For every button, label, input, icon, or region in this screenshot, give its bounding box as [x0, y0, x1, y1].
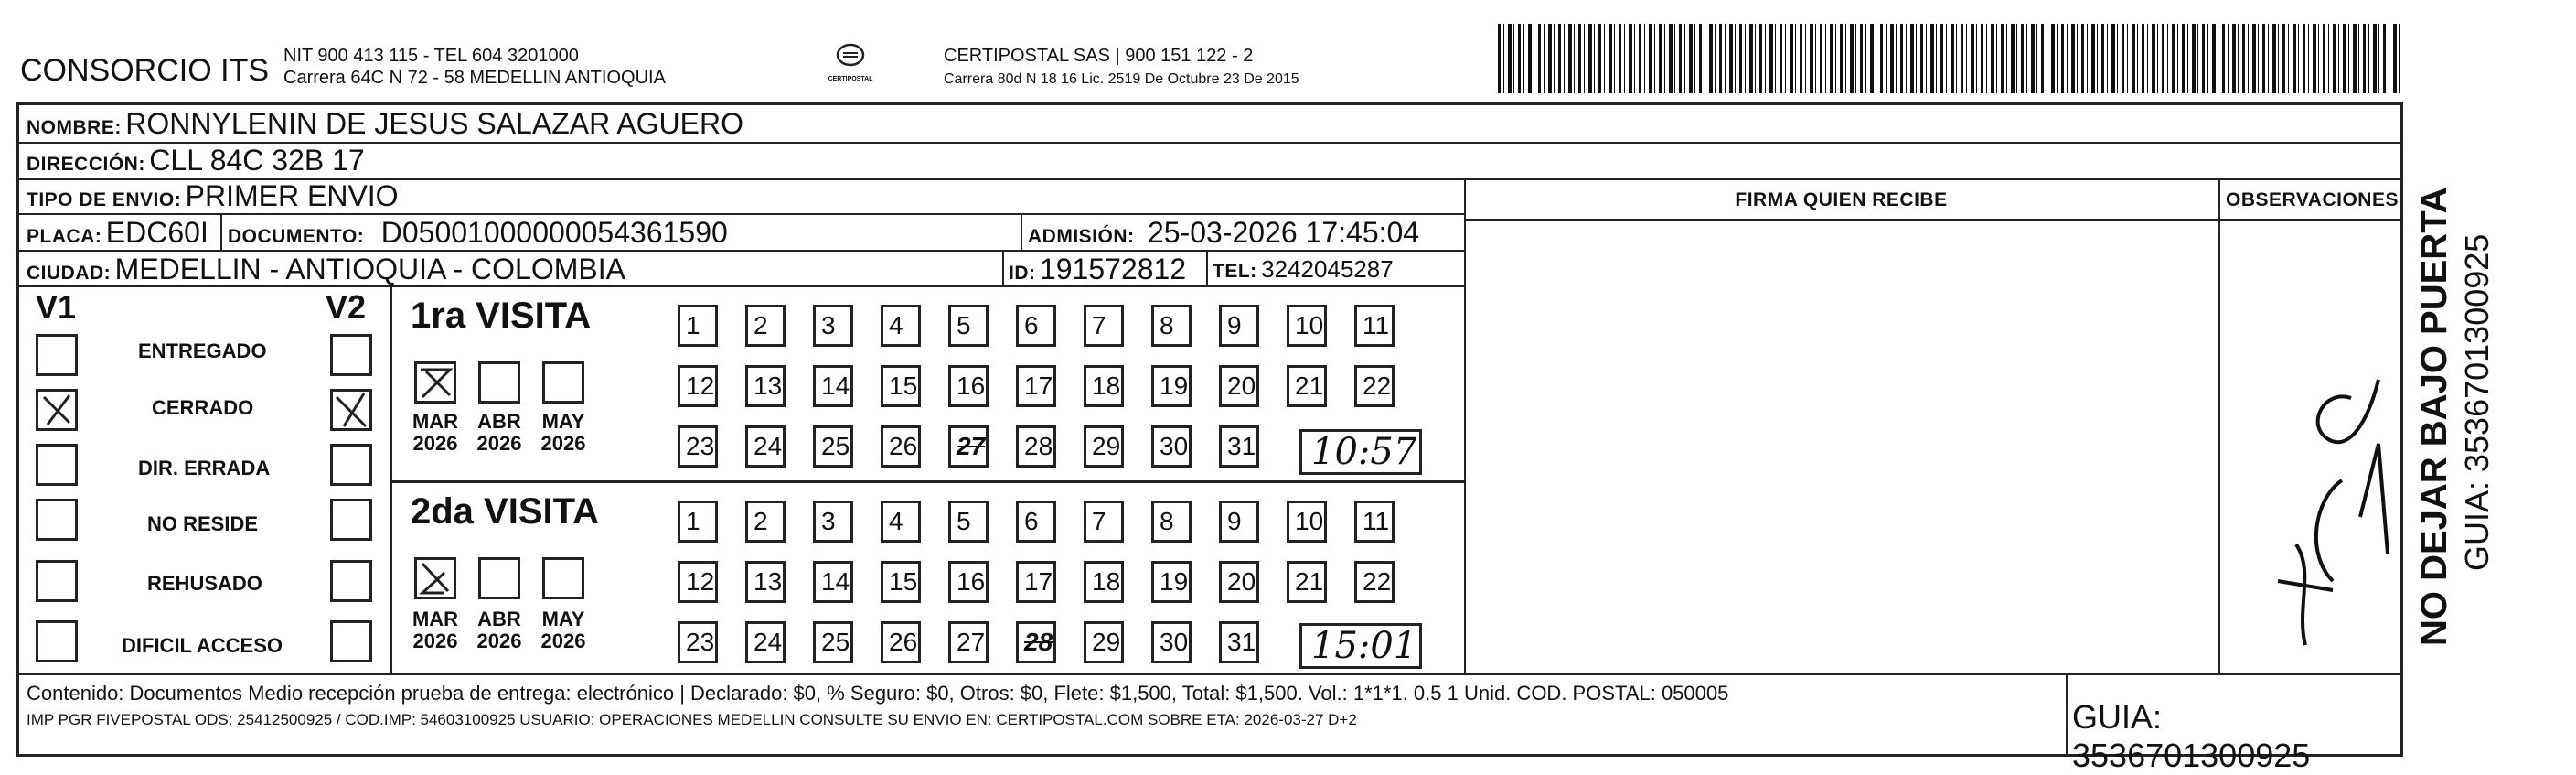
day-box-7[interactable]: 7 — [1084, 501, 1124, 543]
tipo-envio-value: PRIMER ENVIO — [185, 179, 399, 212]
barcode — [1498, 24, 2403, 93]
day-box-15[interactable]: 15 — [881, 561, 921, 603]
day-box-9[interactable]: 9 — [1219, 501, 1259, 543]
first-month-label-abr: ABR 2026 — [476, 410, 522, 455]
day-box-6[interactable]: 6 — [1016, 305, 1056, 347]
day-box-8[interactable]: 8 — [1151, 501, 1192, 543]
handwritten-signature — [2241, 279, 2397, 663]
v2-checkbox-dificil-acceso[interactable] — [330, 620, 372, 662]
status-dificil-acceso: DIFICIL ACCESO — [122, 634, 283, 657]
status-rehusado: REHUSADO — [147, 572, 262, 595]
second-visit-title: 2da VISITA — [411, 491, 599, 532]
day-box-11[interactable]: 11 — [1354, 501, 1395, 543]
ciudad-label: CIUDAD: — [27, 263, 112, 284]
day-box-2[interactable]: 2 — [745, 305, 786, 347]
status-no-reside: NO RESIDE — [147, 512, 259, 535]
v1-checkbox-entregado[interactable] — [36, 334, 78, 376]
day-box-21[interactable]: 21 — [1287, 561, 1327, 603]
day-box-20[interactable]: 20 — [1219, 365, 1259, 407]
v2-checkbox-entregado[interactable] — [330, 334, 372, 376]
day-box-19[interactable]: 19 — [1151, 365, 1192, 407]
id-value: 191572812 — [1039, 253, 1187, 285]
ciudad-value: MEDELLIN - ANTIOQUIA - COLOMBIA — [114, 253, 625, 285]
day-box-31[interactable]: 31 — [1219, 621, 1259, 663]
day-box-23[interactable]: 23 — [678, 621, 718, 663]
day-box-28[interactable]: 28 — [1016, 621, 1056, 663]
second-month-label-may: MAY 2026 — [540, 608, 586, 652]
status-entregado: ENTREGADO — [138, 339, 267, 362]
first-visit-month-may[interactable] — [542, 361, 584, 404]
day-box-25[interactable]: 25 — [813, 425, 853, 468]
v1-checkbox-cerrado[interactable] — [36, 389, 78, 431]
day-box-29[interactable]: 29 — [1084, 425, 1124, 468]
day-box-29[interactable]: 29 — [1084, 621, 1124, 663]
certipostal-logo — [828, 42, 873, 82]
v1-checkbox-dir-errada[interactable] — [36, 444, 78, 486]
day-box-24[interactable]: 24 — [745, 425, 786, 468]
company-address: Carrera 64C N 72 - 58 MEDELLIN ANTIOQUIA — [283, 68, 666, 88]
day-box-14[interactable]: 14 — [813, 561, 853, 603]
no-dejar-warning: NO DEJAR BAJO PUERTA — [2414, 187, 2454, 646]
day-box-26[interactable]: 26 — [881, 425, 921, 468]
day-box-23[interactable]: 23 — [678, 425, 718, 468]
day-box-6[interactable]: 6 — [1016, 501, 1056, 543]
day-box-22[interactable]: 22 — [1354, 561, 1395, 603]
day-box-14[interactable]: 14 — [813, 365, 853, 407]
day-box-26[interactable]: 26 — [881, 621, 921, 663]
day-box-21[interactable]: 21 — [1287, 365, 1327, 407]
day-box-27[interactable]: 27 — [948, 425, 989, 468]
handwritten-x-icon — [333, 392, 369, 428]
day-box-13[interactable]: 13 — [745, 365, 786, 407]
day-box-17[interactable]: 17 — [1016, 561, 1056, 603]
firma-label: FIRMA QUIEN RECIBE — [1735, 189, 1948, 210]
day-box-7[interactable]: 7 — [1084, 305, 1124, 347]
nombre-value: RONNYLENIN DE JESUS SALAZAR AGUERO — [125, 107, 743, 140]
first-visit-title: 1ra VISITA — [411, 296, 592, 336]
day-box-13[interactable]: 13 — [745, 561, 786, 603]
second-visit-time[interactable]: 15:01 — [1299, 623, 1422, 669]
id-label: ID: — [1009, 263, 1036, 284]
day-box-4[interactable]: 4 — [881, 305, 921, 347]
placa-value: EDC60I — [105, 216, 208, 249]
second-visit-month-may[interactable] — [542, 557, 584, 599]
day-box-17[interactable]: 17 — [1016, 365, 1056, 407]
day-box-15[interactable]: 15 — [881, 365, 921, 407]
day-box-8[interactable]: 8 — [1151, 305, 1192, 347]
nombre-label: NOMBRE: — [27, 117, 122, 138]
day-box-10[interactable]: 10 — [1287, 305, 1327, 347]
direccion-label: DIRECCIÓN: — [27, 154, 145, 175]
first-month-label-may: MAY 2026 — [540, 410, 586, 455]
day-box-5[interactable]: 5 — [948, 305, 989, 347]
day-box-3[interactable]: 3 — [813, 305, 853, 347]
logo-icon — [832, 42, 869, 71]
v1-checkbox-rehusado[interactable] — [36, 560, 78, 602]
direccion-value: CLL 84C 32B 17 — [149, 144, 365, 177]
contenido-text: Contenido: Documentos Medio recepción prueba de entrega: electrónico | Declarado: $0, % Seguro: $0, Otros: $0, Flete: $1,500, Total: $1,500. Vol.: 1*1*1. 0.5 1 Unid. COD. POSTAL: 050005 — [27, 682, 1729, 705]
logo-text: CERTIPOSTAL — [828, 76, 873, 82]
documento-label: DOCUMENTO: — [228, 226, 365, 247]
day-box-4[interactable]: 4 — [881, 501, 921, 543]
day-box-30[interactable]: 30 — [1151, 621, 1192, 663]
v2-label: V2 — [326, 288, 367, 326]
v2-checkbox-dir-errada[interactable] — [330, 444, 372, 486]
day-box-31[interactable]: 31 — [1219, 425, 1259, 468]
certipostal-address: Carrera 80d N 18 16 Lic. 2519 De Octubre 23 De 2015 — [944, 71, 1299, 87]
day-box-16[interactable]: 16 — [948, 561, 989, 603]
tel-value: 3242045287 — [1261, 255, 1394, 283]
day-box-18[interactable]: 18 — [1084, 561, 1124, 603]
day-box-11[interactable]: 11 — [1354, 305, 1395, 347]
certipostal-line: CERTIPOSTAL SAS | 900 151 122 - 2 — [944, 46, 1254, 66]
v2-checkbox-no-reside[interactable] — [330, 499, 372, 541]
status-dir-errada: DIR. ERRADA — [138, 457, 271, 479]
first-visit-month-abr[interactable] — [478, 361, 520, 404]
nit-line: NIT 900 413 115 - TEL 604 3201000 — [283, 46, 579, 66]
v1-label: V1 — [36, 288, 77, 326]
v2-checkbox-cerrado[interactable] — [330, 389, 372, 431]
admision-label: ADMISIÓN: — [1028, 226, 1135, 247]
admision-value: 25-03-2026 17:45:04 — [1147, 216, 1420, 249]
day-box-12[interactable]: 12 — [678, 561, 718, 603]
day-box-10[interactable]: 10 — [1287, 501, 1327, 543]
second-visit-month-mar[interactable] — [414, 557, 456, 599]
shipping-form — [16, 102, 2403, 774]
day-box-27[interactable]: 27 — [948, 621, 989, 663]
handwritten-x-icon — [38, 392, 75, 428]
day-box-25[interactable]: 25 — [813, 621, 853, 663]
observaciones-label: OBSERVACIONES — [2226, 189, 2399, 210]
imp-text: IMP PGR FIVEPOSTAL ODS: 25412500925 / COD.IMP: 54603100925 USUARIO: OPERACIONES MEDELLIN CONSULTE SU ENVIO EN: CERTIPOSTAL.COM SOBRE ETA: 2026-03-27 D+2 — [27, 711, 1357, 728]
day-box-3[interactable]: 3 — [813, 501, 853, 543]
first-month-label-mar: MAR 2026 — [412, 410, 459, 455]
side-guia: GUIA: 3536701300925 — [2458, 233, 2496, 571]
v1-checkbox-no-reside[interactable] — [36, 499, 78, 541]
day-box-22[interactable]: 22 — [1354, 365, 1395, 407]
placa-label: PLACA: — [27, 226, 102, 247]
day-box-28[interactable]: 28 — [1016, 425, 1056, 468]
status-cerrado: CERRADO — [152, 396, 254, 419]
tel-label: TEL: — [1213, 261, 1257, 282]
company-name: CONSORCIO ITS — [20, 53, 270, 88]
second-month-label-abr: ABR 2026 — [476, 608, 522, 652]
first-visit-time[interactable]: 10:57 — [1299, 429, 1422, 475]
second-visit-month-abr[interactable] — [478, 557, 520, 599]
day-box-1[interactable]: 1 — [678, 501, 718, 543]
v1-checkbox-dificil-acceso[interactable] — [36, 620, 78, 662]
day-box-18[interactable]: 18 — [1084, 365, 1124, 407]
handwritten-x-icon — [417, 560, 454, 597]
day-box-12[interactable]: 12 — [678, 365, 718, 407]
handwritten-x-icon — [417, 364, 454, 401]
second-month-label-mar: MAR 2026 — [412, 608, 459, 652]
v2-checkbox-rehusado[interactable] — [330, 560, 372, 602]
documento-value: D05001000000054361590 — [380, 216, 728, 249]
day-box-9[interactable]: 9 — [1219, 305, 1259, 347]
day-box-20[interactable]: 20 — [1219, 561, 1259, 603]
day-box-19[interactable]: 19 — [1151, 561, 1192, 603]
day-box-2[interactable]: 2 — [745, 501, 786, 543]
day-box-24[interactable]: 24 — [745, 621, 786, 663]
footer-guia: GUIA: 3536701300925 — [2072, 698, 2311, 774]
day-box-16[interactable]: 16 — [948, 365, 989, 407]
day-box-5[interactable]: 5 — [948, 501, 989, 543]
tipo-envio-label: TIPO DE ENVIO: — [27, 189, 182, 210]
first-visit-month-mar[interactable] — [414, 361, 456, 404]
day-box-1[interactable]: 1 — [678, 305, 718, 347]
day-box-30[interactable]: 30 — [1151, 425, 1192, 468]
